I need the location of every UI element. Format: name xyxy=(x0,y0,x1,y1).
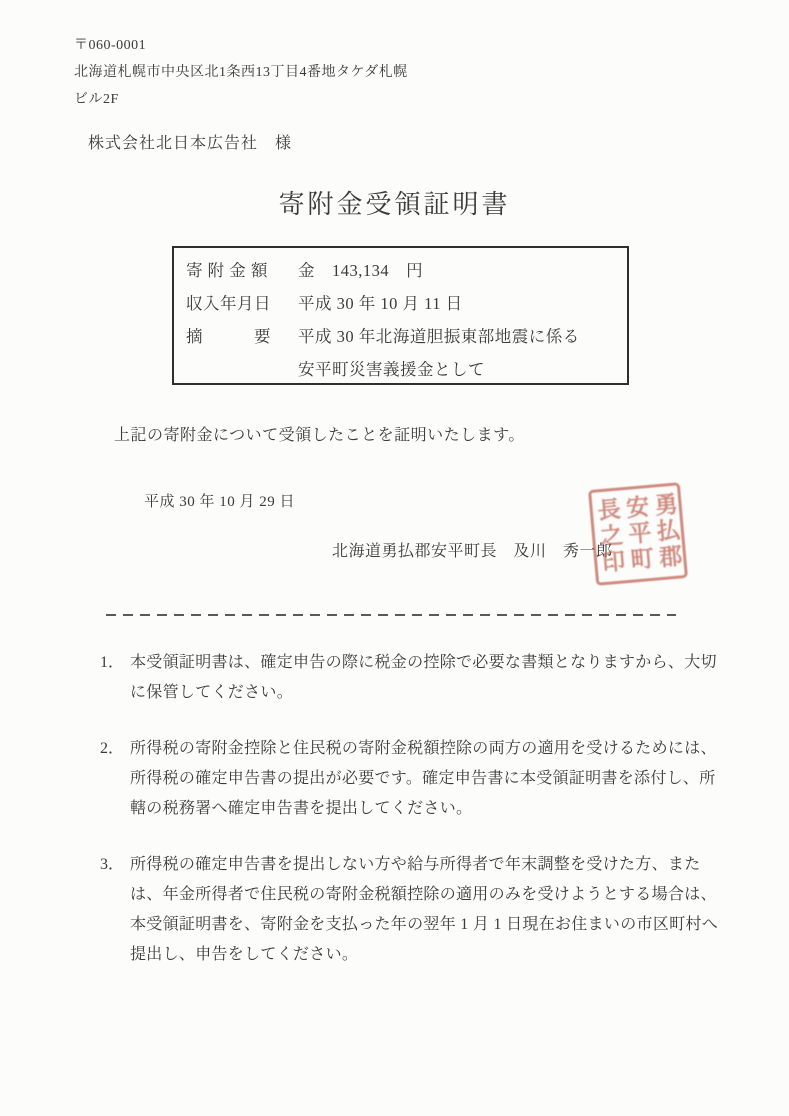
issue-date: 平成 30 年 10 月 29 日 xyxy=(144,494,296,510)
sender-address-block xyxy=(74,32,408,113)
note-item-1 xyxy=(100,648,730,708)
document-title: 寄附金受領証明書 xyxy=(278,190,511,219)
summary-label: 摘 要 xyxy=(186,327,271,346)
donation-details-table xyxy=(172,246,629,385)
sender-address-line1: 北海道札幌市中央区北1条西13丁目4番地タケダ札幌 xyxy=(74,65,408,80)
sender-address-line2: ビル2F xyxy=(74,92,119,107)
postal-code: 〒060-0001 xyxy=(74,38,147,53)
table-row-summary xyxy=(186,320,619,353)
summary-value-line1: 平成 30 年北海道胆振東部地震に係る xyxy=(298,327,580,346)
summary-value-line2: 安平町災害義援金として xyxy=(298,360,485,379)
note-item-2 xyxy=(100,734,730,824)
dashed-separator-line xyxy=(106,614,676,616)
received-date-label: 収入年月日 xyxy=(186,294,271,313)
received-date-value: 平成 30 年 10 月 11 日 xyxy=(298,294,463,313)
note-number-3: 3． xyxy=(100,856,125,873)
seal-column-right: 勇払郡 xyxy=(650,491,683,572)
issuer-name: 北海道勇払郡安平町長 及川 秀一郎 xyxy=(332,543,613,560)
amount-value: 金 143,134 円 xyxy=(298,261,424,280)
note-number-1: 1． xyxy=(100,654,125,671)
seal-column-left: 長之印 xyxy=(593,496,626,577)
summary-label-empty xyxy=(186,353,298,386)
note-item-3 xyxy=(100,850,730,970)
recipient-name: 株式会社北日本広告社 様 xyxy=(88,135,293,152)
table-row-received-date xyxy=(186,287,619,320)
amount-label: 寄 附 金 額 xyxy=(186,261,268,280)
seal-column-middle: 安平町 xyxy=(622,494,654,574)
note-text-2: 所得税の寄附金控除と住民税の寄附金税額控除の両方の適用を受けるためには、所得税の確定申告書の提出が必要です。確定申告書に本受領証明書を添付し、所轄の税務署へ確定申告書を提出してください。 xyxy=(130,740,717,817)
note-text-3: 所得税の確定申告書を提出しない方や給与所得者で年末調整を受けた方、または、年金所得者で住民税の寄附金税額控除の適用のみを受けようとする場合は、本受領証明書を、寄附金を支払った年の翌年 1 月 1 日現在お住まいの市区町村へ提出し、申告をしてください。 xyxy=(130,856,719,963)
note-text-1: 本受領証明書は、確定申告の際に税金の控除で必要な書類となりますから、大切に保管してください。 xyxy=(130,654,717,701)
note-number-2: 2． xyxy=(100,740,125,757)
certification-statement: 上記の寄附金について受領したことを証明いたします。 xyxy=(114,427,525,444)
official-red-seal xyxy=(588,482,688,586)
table-row-summary-continued xyxy=(186,353,619,386)
notes-section xyxy=(100,648,730,996)
table-row-amount xyxy=(186,254,619,287)
